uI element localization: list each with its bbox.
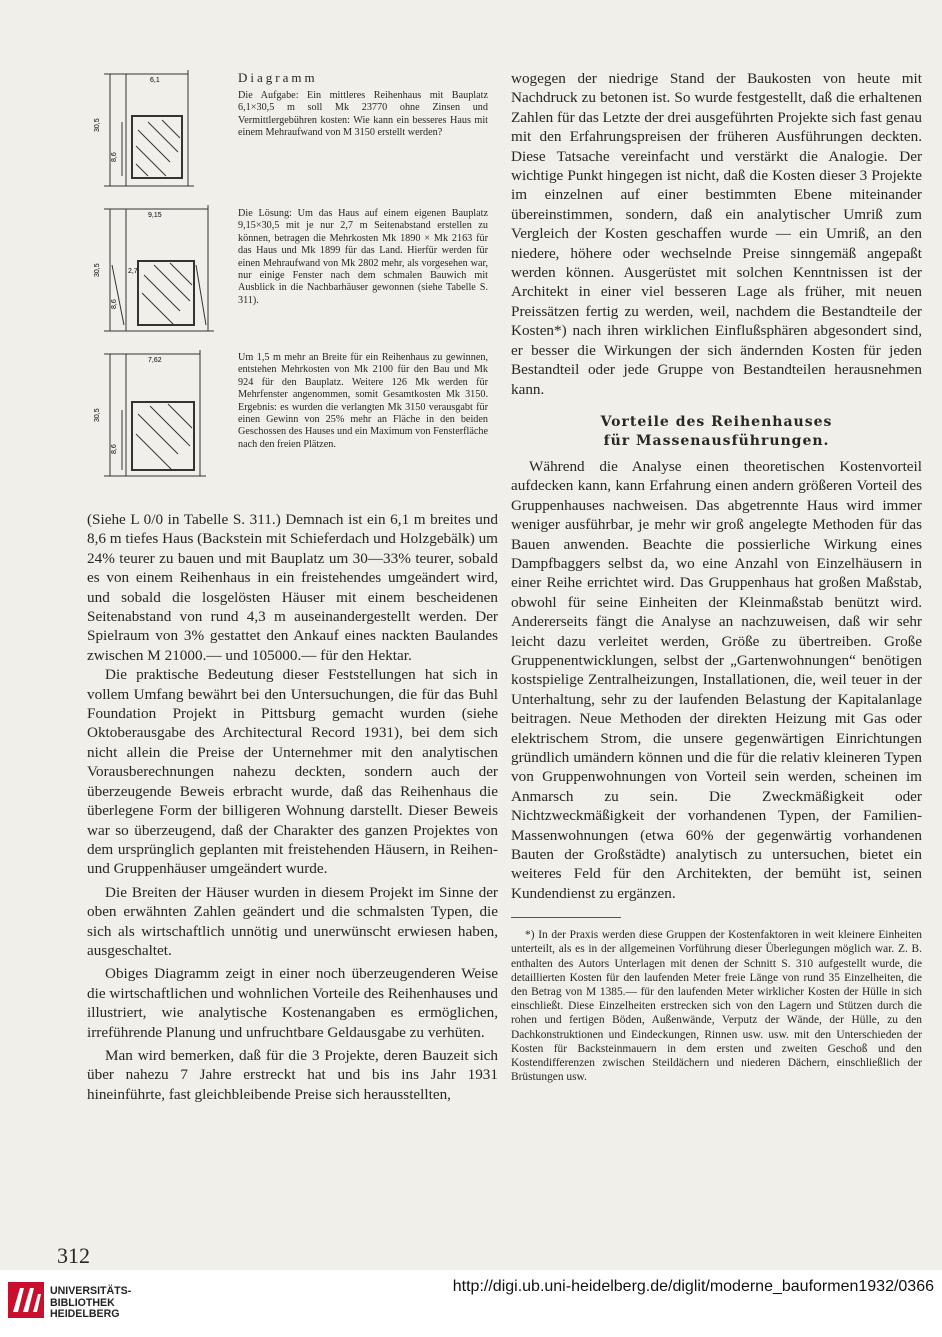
library-name-line-2: BIBLIOTHEK	[50, 1296, 115, 1309]
left-column	[87, 510, 498, 1104]
library-name-line-3: HEIDELBERG	[50, 1308, 120, 1321]
diagram-3-width-label: 7,62	[148, 357, 162, 364]
right-paragraph-1: wogegen der niedrige Stand der Baukosten von heute mit Nachdruck zu betonen ist. So wurde festgestellt, daß die erhaltenen Zahlen für das Letzte der drei ausgeführten Projekte sich fast genau mit den Erfahrungspreisen der früheren Ausführungen deckten. Diese Tatsache vereinfacht und verstärkt die Analogie. Der wichtige Punkt hingegen ist nicht, daß die Kosten dieser 3 Projekte im einzelnen auf einer bestimmten Ebene miteinander übereinstimmen, sondern, daß ein analytischer Umriß zum Vergleich der Kosten geschaffen wurde — ein Umriß, an den niedere, höhere oder wechselnde Preise sinngemäß angepaßt werden können. Ausgerüstet mit solchen Kenntnissen ist der Architekt in einer viel besseren Lage als früher, mit neuen Preissätzen fertig zu werden, weil, nachdem die Bestandteile der Kosten*) nach ihren wirklichen Einflußsphären abgesondert sind, er besser die Wirkungen der sich ändernden Kosten für jeden Bestandteil oder jede Gruppe von Bestandteilen herausnehmen kann.	[511, 70, 922, 398]
left-paragraph-4: Obiges Diagramm zeigt in einer noch überzeugenderen Weise die wirtschaftlichen und wohnlichen Vorteile des Reihenhauses und illustriert, wie analytische Kostenangaben es ermöglichen, irreführende Planung und unfruchtbare Geldausgabe zu verhüten.	[87, 965, 498, 1041]
diagram-1-depth-label: 8,6	[111, 152, 118, 162]
source-url-link[interactable]: http://digi.ub.uni-heidelberg.de/diglit/moderne_bauformen1932/0366	[452, 1278, 934, 1295]
diagram-1-drawing	[88, 70, 228, 190]
diagram-1-width-label: 6,1	[150, 77, 160, 84]
footnote: *) In der Praxis werden diese Gruppen der Kostenfaktoren in weit kleinere Einheiten unterteilt, als es in der allgemeinen Vorführung dieser Überlegungen möglich war. Z. B. enthalten des Autors Unterlagen mit denen der Schnitt S. 310 aufgestellt wurde, die detaillierten Kosten für den laufenden Meter freie Länge von rund 35 Einzelheiten, die den Betrag von M 1385.— für den laufenden Meter wirklicher Kosten der Hülle in sich einschließt. Diese Einzelheiten erstrecken sich von den Lagern und Stützen durch die rohen und fertigen Böden, Außenwände, Verputz der Wände, der Hülle, zu den Dachkonstruktionen und Eindeckungen, Rinnen usw. usw. mit den Unterschieden der Kosten für Backsteinmauern in dem ersten und zweiten Geschoß und den Kostendifferenzen zwischen Steildächern und niederen Dächern, einschließlich der Brüstungen usw.	[511, 929, 922, 1084]
left-paragraph-5: Man wird bemerken, daß für die 3 Projekte, deren Bauzeit sich über nahezu 7 Jahre erstreckt hat und bis ins Jahr 1931 hineinführte, fast gleichbleibende Preise sich herausstellten,	[87, 1046, 498, 1103]
diagram-2-width-label: 9,15	[148, 212, 162, 219]
diagram-2-caption: Die Lösung: Um das Haus auf einem eigenen Bauplatz 9,15×30,5 mit je nur 2,7 m Seitenabstand erstellen zu können, betragen die Mehrkosten Mk 1890 × Mk 2163 für das Haus und Mk 1899 für das Land. Hierfür werden für einen Mehraufwand von Mk 2802 mehr, als vorgesehen war, nur einige Fenster nach dem schmalen Bauwich mit Ausblick in die Nachbarhäuser gewonnen (siehe Tabelle S. 311).	[238, 208, 488, 306]
right-paragraph-2: Während die Analyse einen theoretischen Kostenvorteil aufdecken kann, kann Erfahrung einen andern größeren Vorteil des Gruppenhauses nachweisen. Das abgetrennte Haus wird immer weniger ausführbar, je mehr wir groß angelegte Methoden für das Bauen anwenden. Beachte die possierliche Wirkung eines Dampfbaggers selbst da, wo eine Anzahl von Einzelhäusern in einer Reihe errichtet wird. Das Gruppenhaus hat großen Maßstab, obwohl für seine Einheiten der Kleinmaßstab benützt wird. Andererseits fängt die Analyse an nachzuweisen, daß wir sehr leicht dazu verleitet werden, Größe zu übertreiben. Große Gruppenentwicklungen, selbst der „Gartenwohnungen“ benötigen kostspielige Zentralheizungen, Installationen, die, weil teuer in der Unterhaltung, sehr zu der laufenden Belastung der Kapitalanlage beitragen. Neue Methoden der direkten Heizung mit Gas oder elektrischem Strom, die unsere gegenwärtigen Einrichtungen gründlich umändern können und die für die relativ kleineren Typen von Gruppenwohnungen von Vorteil sein werden, scheinen im Anmarsch zu sein. Die Zweckmäßigkeit oder Nichtzweckmäßigkeit der vorhandenen Typen, der Familien-Massenwohnungen (etwa 60% der gegenwärtig vorhandenen Bauten der Großstädte) analytisch zu untersuchen, bietet ein weiteres Feld für den Architekten, der bemüht ist, seinen Kundendienst zu ergänzen.	[511, 457, 922, 902]
diagram-3-caption: Um 1,5 m mehr an Breite für ein Reihenhaus zu gewinnen, entstehen Mehrkosten von Mk 2100 für den Bau und Mk 924 für den Bauplatz. Weitere 126 Mk werden für Mehrfenster angenommen, somit Gesamtkosten Mk 3150. Ergebnis: es wurden die verlangten Mk 3150 verausgabt für einen Gewinn von 25% mehr an Fläche in den beiden Geschossen des Hauses und ein Maximum von Fensterfläche nach den freien Plätzen.	[238, 352, 488, 450]
diagram-1-height-label: 30,5	[94, 118, 101, 132]
left-paragraph-3: Die Breiten der Häuser wurden in diesem Projekt im Sinne der oben erwähnten Zahlen geändert und die schmalsten Typen, die sich als wirtschaftlich unnötig und unerwünscht erwiesen haben, ausgeschaltet.	[87, 883, 498, 959]
diagram-2-depth-label: 8,6	[111, 299, 118, 309]
diagram-2-side-label: 2,7	[128, 268, 138, 275]
diagram-3-depth-label: 8,6	[111, 444, 118, 454]
diagram-title: Diagramm	[238, 70, 318, 85]
section-heading-line-2: für Massenausführungen.	[603, 432, 830, 449]
diagram-2-height-label: 30,5	[94, 263, 101, 277]
left-paragraph-2: Die praktische Bedeutung dieser Feststellungen hat sich in vollem Umfang bewährt bei den Untersuchungen, die für das Buhl Foundation Projekt in Pittsburg gemacht wurden (siehe Oktoberausgabe des Architectural Record 1931), bei dem sich nicht allein die Preise der Unternehmer mit den analytischen Vorausberechnungen nahezu deckten, sondern auch der überzeugende Beweis erbracht wurde, daß das Reihenhaus die überlegene Form der billigeren Wohnung darstellt. Dieser Beweis war so überzeugend, daß der Charakter des ganzen Projektes von dem ursprünglich geplanten mit freistehenden Häusern, in Reihen- und Gruppenhäuser umgeändert wurde.	[87, 666, 498, 878]
right-column	[511, 69, 922, 1084]
diagram-3-height-label: 30,5	[94, 408, 101, 422]
diagram-2-drawing	[88, 205, 228, 335]
diagram-3-drawing	[88, 350, 228, 480]
library-name-line-1: UNIVERSITÄTS-	[50, 1285, 132, 1297]
library-logo-icon	[8, 1282, 44, 1318]
left-paragraph-1: (Siehe L 0/0 in Tabelle S. 311.) Demnach ist ein 6,1 m breites und 8,6 m tiefes Haus (Backstein mit Schieferdach und Holzgebälk) um 24% teurer zu bauen und mit Bauplatz um 30—33% teurer, sobald es von einem Reihenhaus in ein freistehendes umgeändert wird, und sobald die losgelösten Häuser mit einem bescheidenen Seitenabstand von rund 4,3 m auseinandergestellt werden. Der Spielraum von 3% gestattet den Ankauf eines nackten Baulandes zwischen M 21000.— und 105000.— für den Hektar.	[87, 511, 498, 664]
footnote-rule	[511, 917, 621, 918]
page-number: 312	[57, 1243, 90, 1268]
library-name	[50, 1286, 131, 1321]
diagram-1-caption: Die Aufgabe: Ein mittleres Reihenhaus mit Bauplatz 6,1×30,5 m soll Mk 23770 ohne Zinsen und Vermittlergebühren kosten: Wie kann ein besseres Haus mit einem Mehraufwand von M 3150 erstellt werden?	[238, 90, 488, 139]
section-heading-line-1: Vorteile des Reihenhauses	[600, 413, 833, 430]
